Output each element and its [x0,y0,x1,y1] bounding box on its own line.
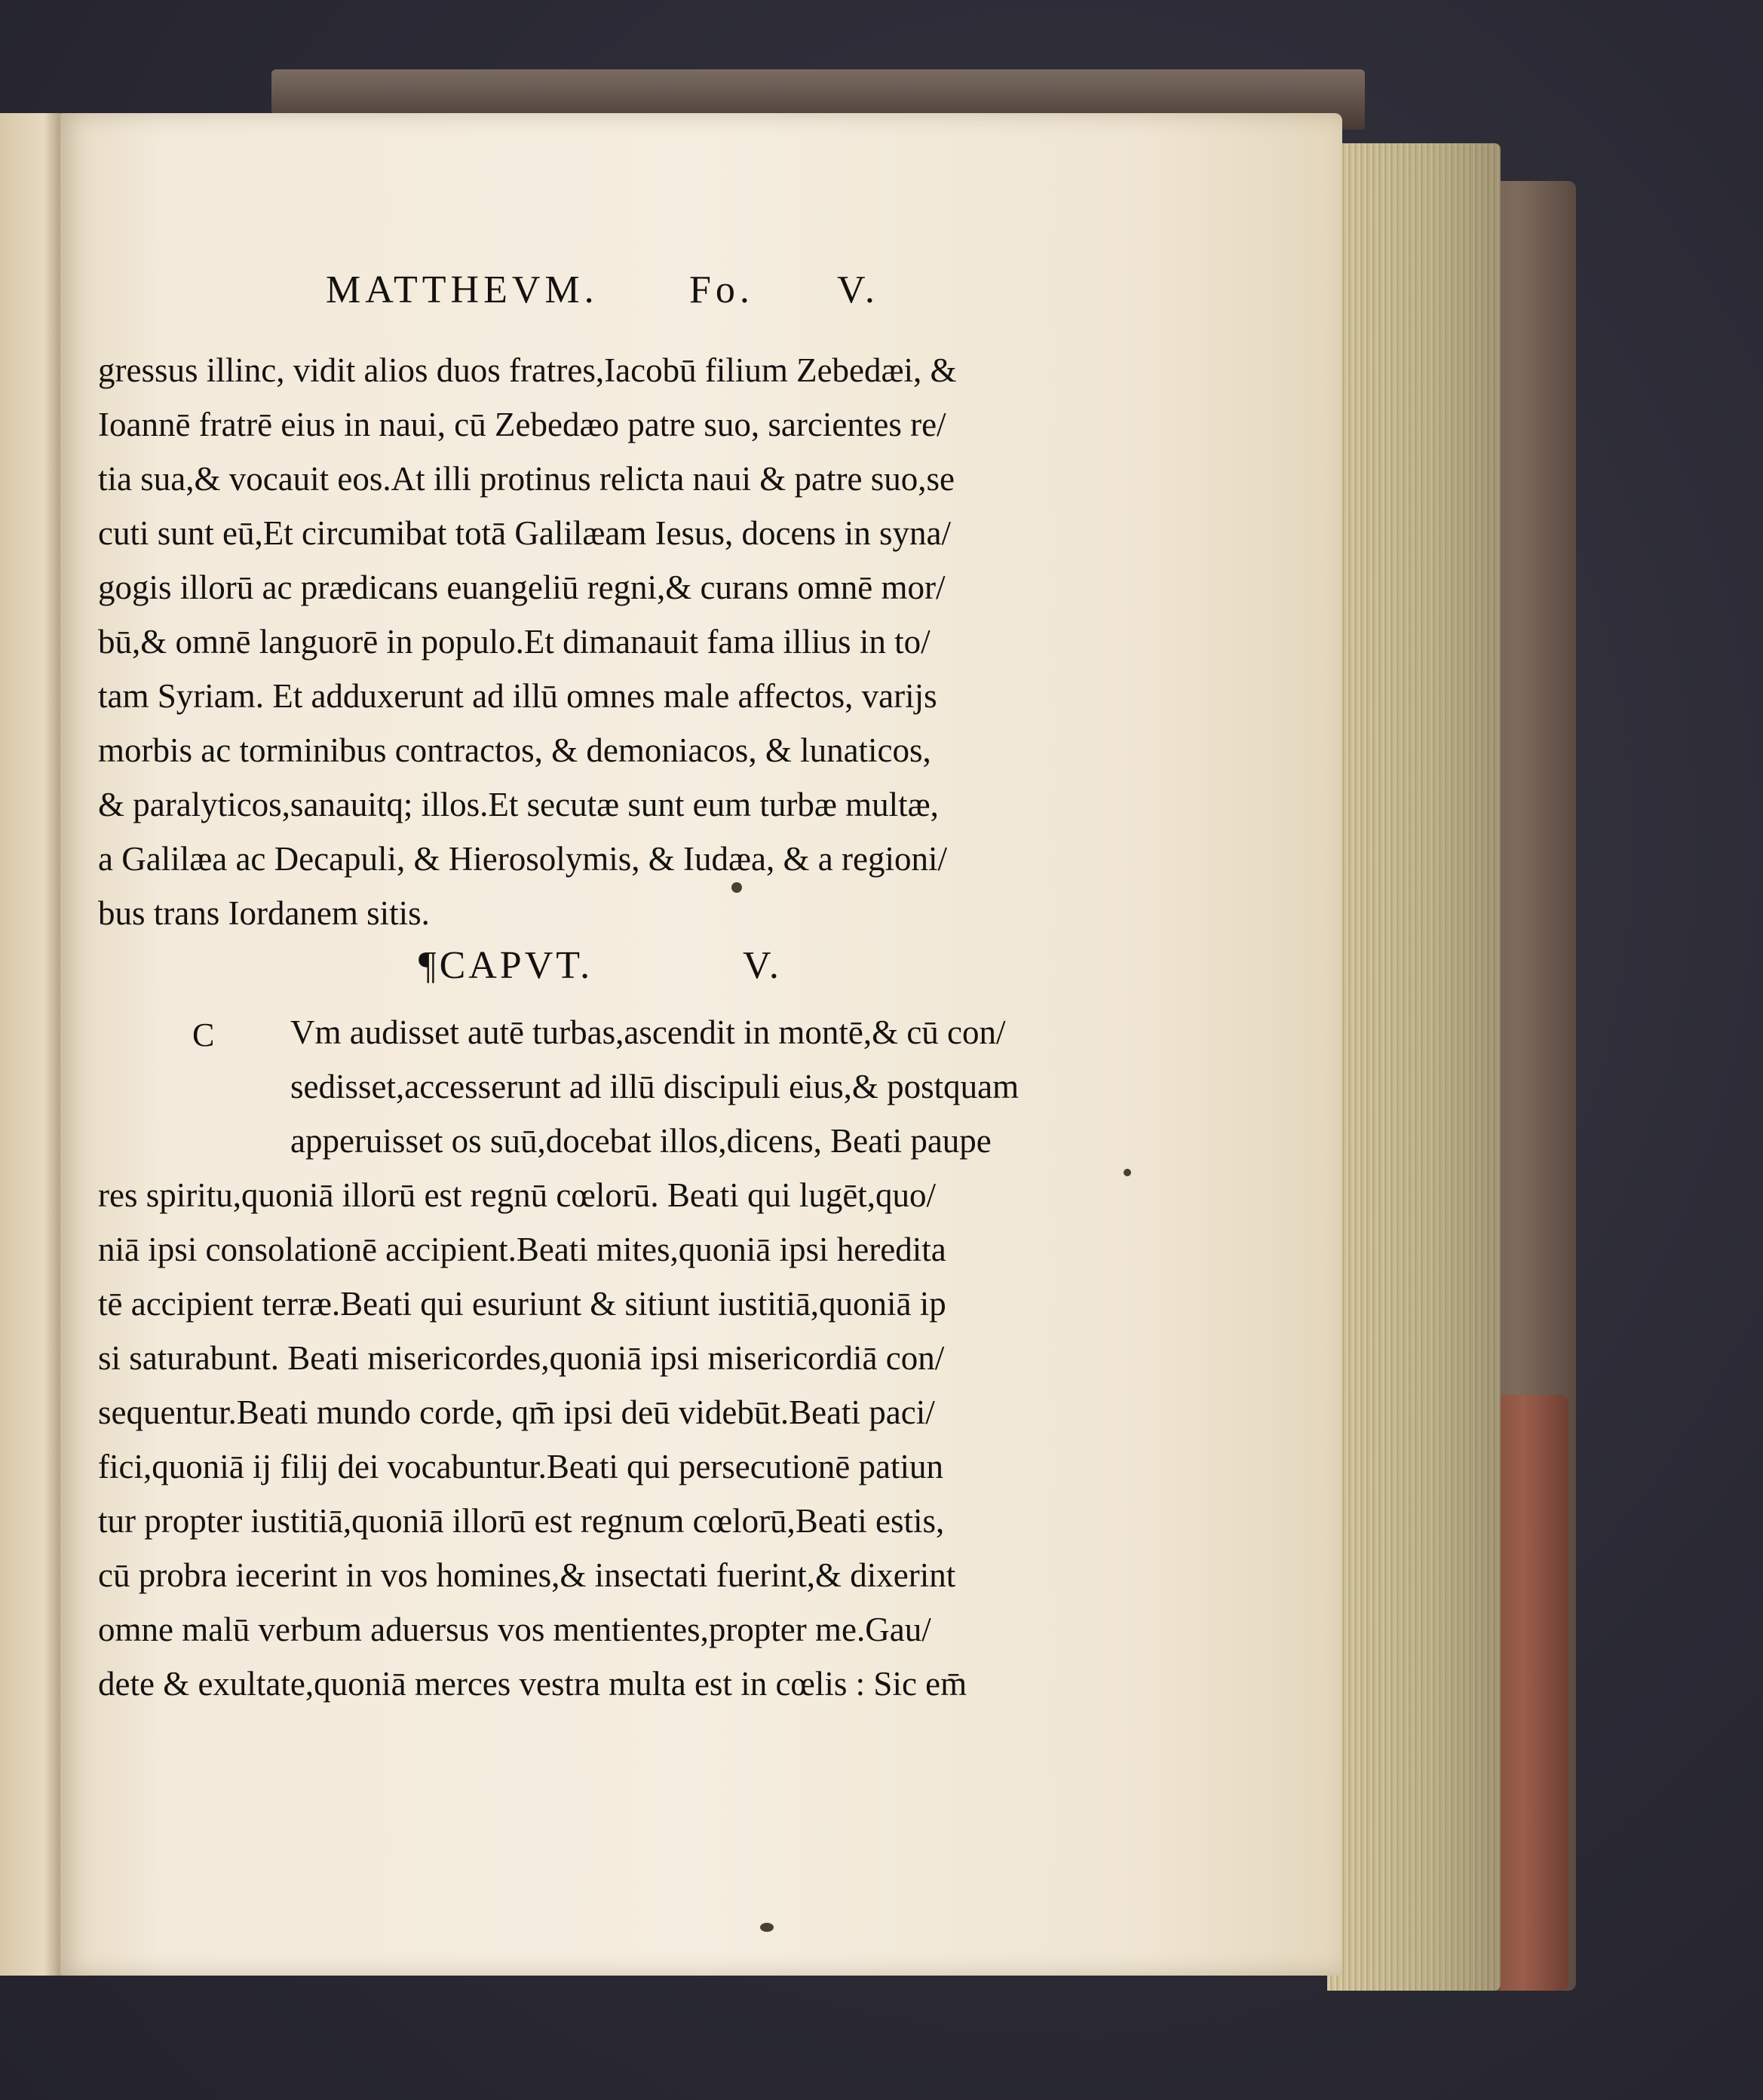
text-line: tē accipient terræ.Beati qui esuriunt & sitiunt iustitiā,quoniā ip [98,1285,946,1323]
text-line: gogis illorū ac prædicans euangeliū regni,& curans omnē mor/ [98,569,946,606]
text-section-3 [98,1168,1078,1711]
text-line: a Galilæa ac Decapuli, & Hierosolymis, & Iudæa, & a regioni/ [98,840,947,878]
page-text-block [98,260,1078,1711]
ink-speck [760,1923,774,1932]
chapter-number: V. [743,944,782,987]
text-line: cuti sunt eū,Et circumibat totā Galilæam Iesus, docens in syna/ [98,514,951,552]
text-line: bus trans Iordanem sitis. [98,894,430,932]
running-head [98,260,1078,343]
book-page [60,113,1342,1976]
folio-label: Fo. [689,268,754,311]
text-line: tur propter iustitiā,quoniā illorū est regnum cœlorū,Beati estis, [98,1502,945,1540]
text-line: sequentur.Beati mundo corde, qm̄ ipsi deū videbūt.Beati paci/ [98,1393,935,1431]
text-line: omne malū verbum aduersus vos mentientes,propter me.Gau/ [98,1611,931,1648]
text-line: dete & exultate,quoniā merces vestra multa est in cœlis : Sic em̄ [98,1665,967,1703]
text-line: Vm audisset autē turbas,ascendit in montē,& cū con/ [290,1013,1006,1051]
folio-number: V. [837,268,879,311]
text-line: fici,quoniā ij filij dei vocabuntur.Beati qui persecutionē patiun [98,1448,943,1485]
ink-speck [1124,1169,1131,1176]
text-line: gressus illinc, vidit alios duos fratres,Iacobū filium Zebedæi, & [98,351,957,389]
text-line: & paralyticos,sanauitq; illos.Et secutæ sunt eum turbæ multæ, [98,786,939,823]
text-line: morbis ac torminibus contractos, & demoniacos, & lunaticos, [98,731,931,769]
margin-section-letter: C [192,1016,215,1053]
text-line: Ioannē fratrē eius in naui, cū Zebedæo patre suo, sarcientes re/ [98,406,946,443]
text-line: apperuisset os suū,docebat illos,dicens, Beati paupe [290,1122,992,1160]
text-section-2 [98,1005,1078,1168]
text-line: cū probra iecerint in vos homines,& insectati fuerint,& dixerint [98,1556,956,1594]
running-head-title: MATTHEVM. [326,268,599,311]
chapter-title: ¶CAPVT. [419,944,593,987]
text-line: bū,& omnē languorē in populo.Et dimanauit fama illius in to/ [98,623,931,661]
text-line: res spiritu,quoniā illorū est regnū cœlorū. Beati qui lugēt,quo/ [98,1176,937,1214]
text-line: tam Syriam. Et adduxerunt ad illū omnes male affectos, varijs [98,677,937,715]
page-stack-shading [1327,143,1501,1991]
text-line: tia sua,& vocauit eos.At illi protinus relicta naui & patre suo,se [98,460,955,498]
text-line: si saturabunt. Beati misericordes,quoniā ipsi misericordiā con/ [98,1339,945,1377]
chapter-heading [98,940,1078,1005]
ink-speck [731,882,742,893]
text-line: sedisset,accesserunt ad illū discipuli eius,& postquam [290,1068,1019,1105]
text-section-1 [98,343,1078,940]
text-line: niā ipsi consolationē accipient.Beati mites,quoniā ipsi heredita [98,1231,946,1268]
